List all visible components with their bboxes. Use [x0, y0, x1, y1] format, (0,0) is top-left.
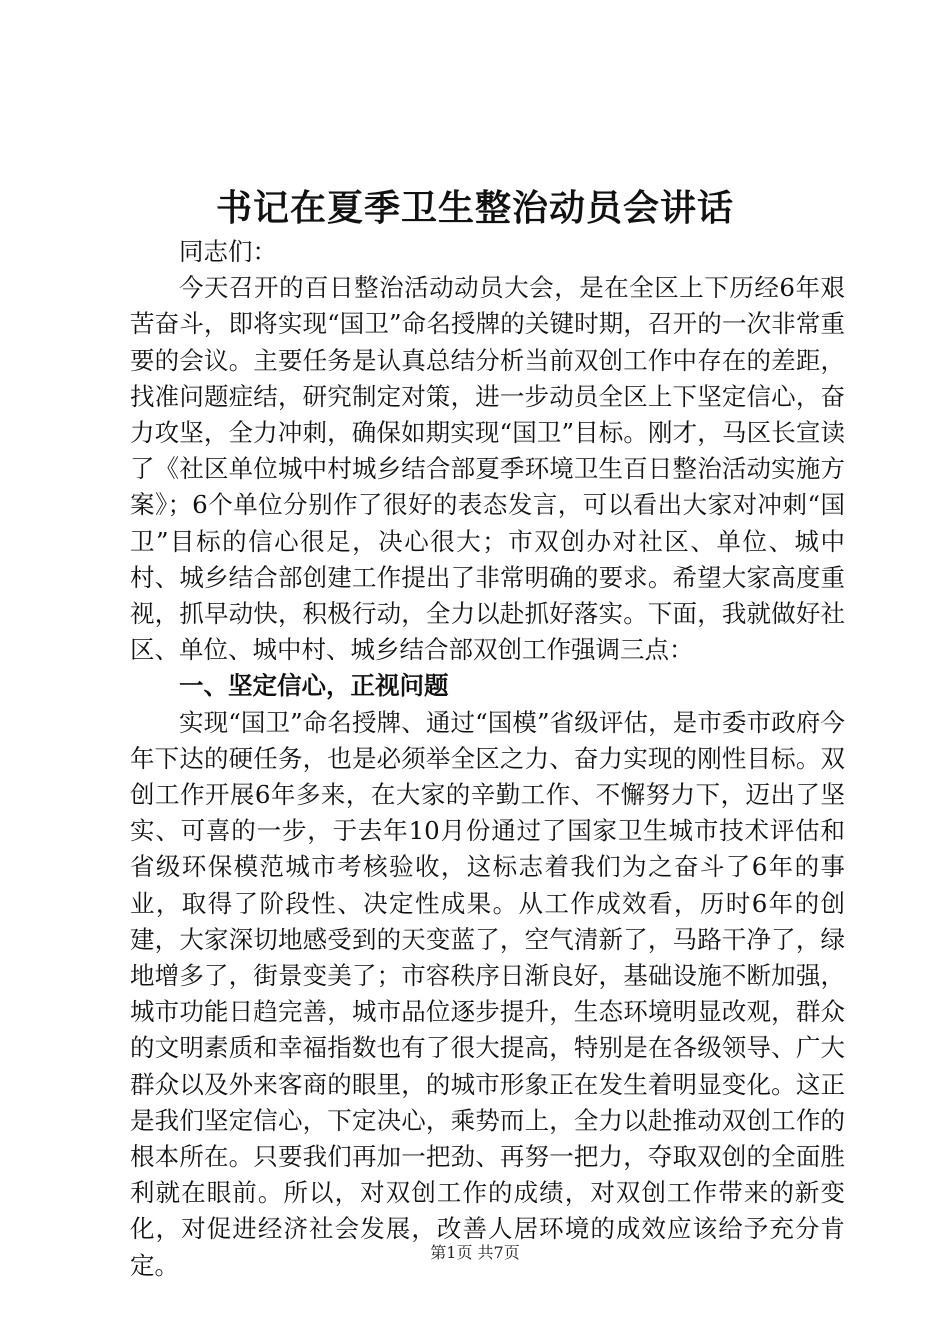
section-heading: 一、坚定信心，正视问题	[179, 671, 449, 701]
document-body	[130, 234, 845, 1284]
section-paragraph: 实现“国卫”命名授牌、通过“国模”省级评估，是市委市政府今年下达的硬任务，也是必须举全区之力、奋力实现的刚性目标。双创工作开展6年多来，在大家的辛勤工作、不懈努力下，迈出了坚实、可喜的一步，于去年10月份通过了国家卫生城市技术评估和省级环保模范城市考核验收，这标志着我们为之奋斗了6年的事业，取得了阶段性、决定性成果。从工作成效看，历时6年的创建，大家深切地感受到的天变蓝了，空气清新了，马路干净了，绿地增多了，街景变美了；市容秩序日渐良好，基础设施不断加强，城市功能日趋完善，城市品位逐步提升，生态环境明显改观，群众的文明素质和幸福指数也有了很大提高，特别是在各级领导、广大群众以及外来客商的眼里，的城市形象正在发生着明显变化。这正是我们坚定信心，下定决心，乘势而上，全力以赴推动双创工作的根本所在。只要我们再加一把劲、再努一把力，夺取双创的全面胜利就在眼前。所以，对双创工作的成绩，对双创工作带来的新变化，对促进经济社会发展，改善人居环境的成效应该给予充分肯定。	[130, 707, 845, 1280]
salutation: 同志们：	[179, 237, 277, 266]
intro-paragraph: 今天召开的百日整治活动动员大会，是在全区上下历经6年艰苦奋斗，即将实现“国卫”命名授牌的关键时期，召开的一次非常重要的会议。主要任务是认真总结分析当前双创工作中存在的差距，找准问题症结，研究制定对策，进一步动员全区上下坚定信心，奋力攻坚，全力冲刺，确保如期实现“国卫”目标。刚才，马区长宣读了《社区单位城中村城乡结合部夏季环境卫生百日整治活动实施方案》；6个单位分别作了很好的表态发言，可以看出大家对冲刺“国卫”目标的信心很足，决心很大；市双创办对社区、单位、城中村、城乡结合部创建工作提出了非常明确的要求。希望大家高度重视，抓早动快，积极行动，全力以赴抓好落实。下面，我就做好社区、单位、城中村、城乡结合部双创工作强调三点：	[130, 273, 845, 665]
document-title: 书记在夏季卫生整治动员会讲话	[215, 187, 734, 229]
page-number: 第1页 共7页	[430, 1243, 520, 1262]
